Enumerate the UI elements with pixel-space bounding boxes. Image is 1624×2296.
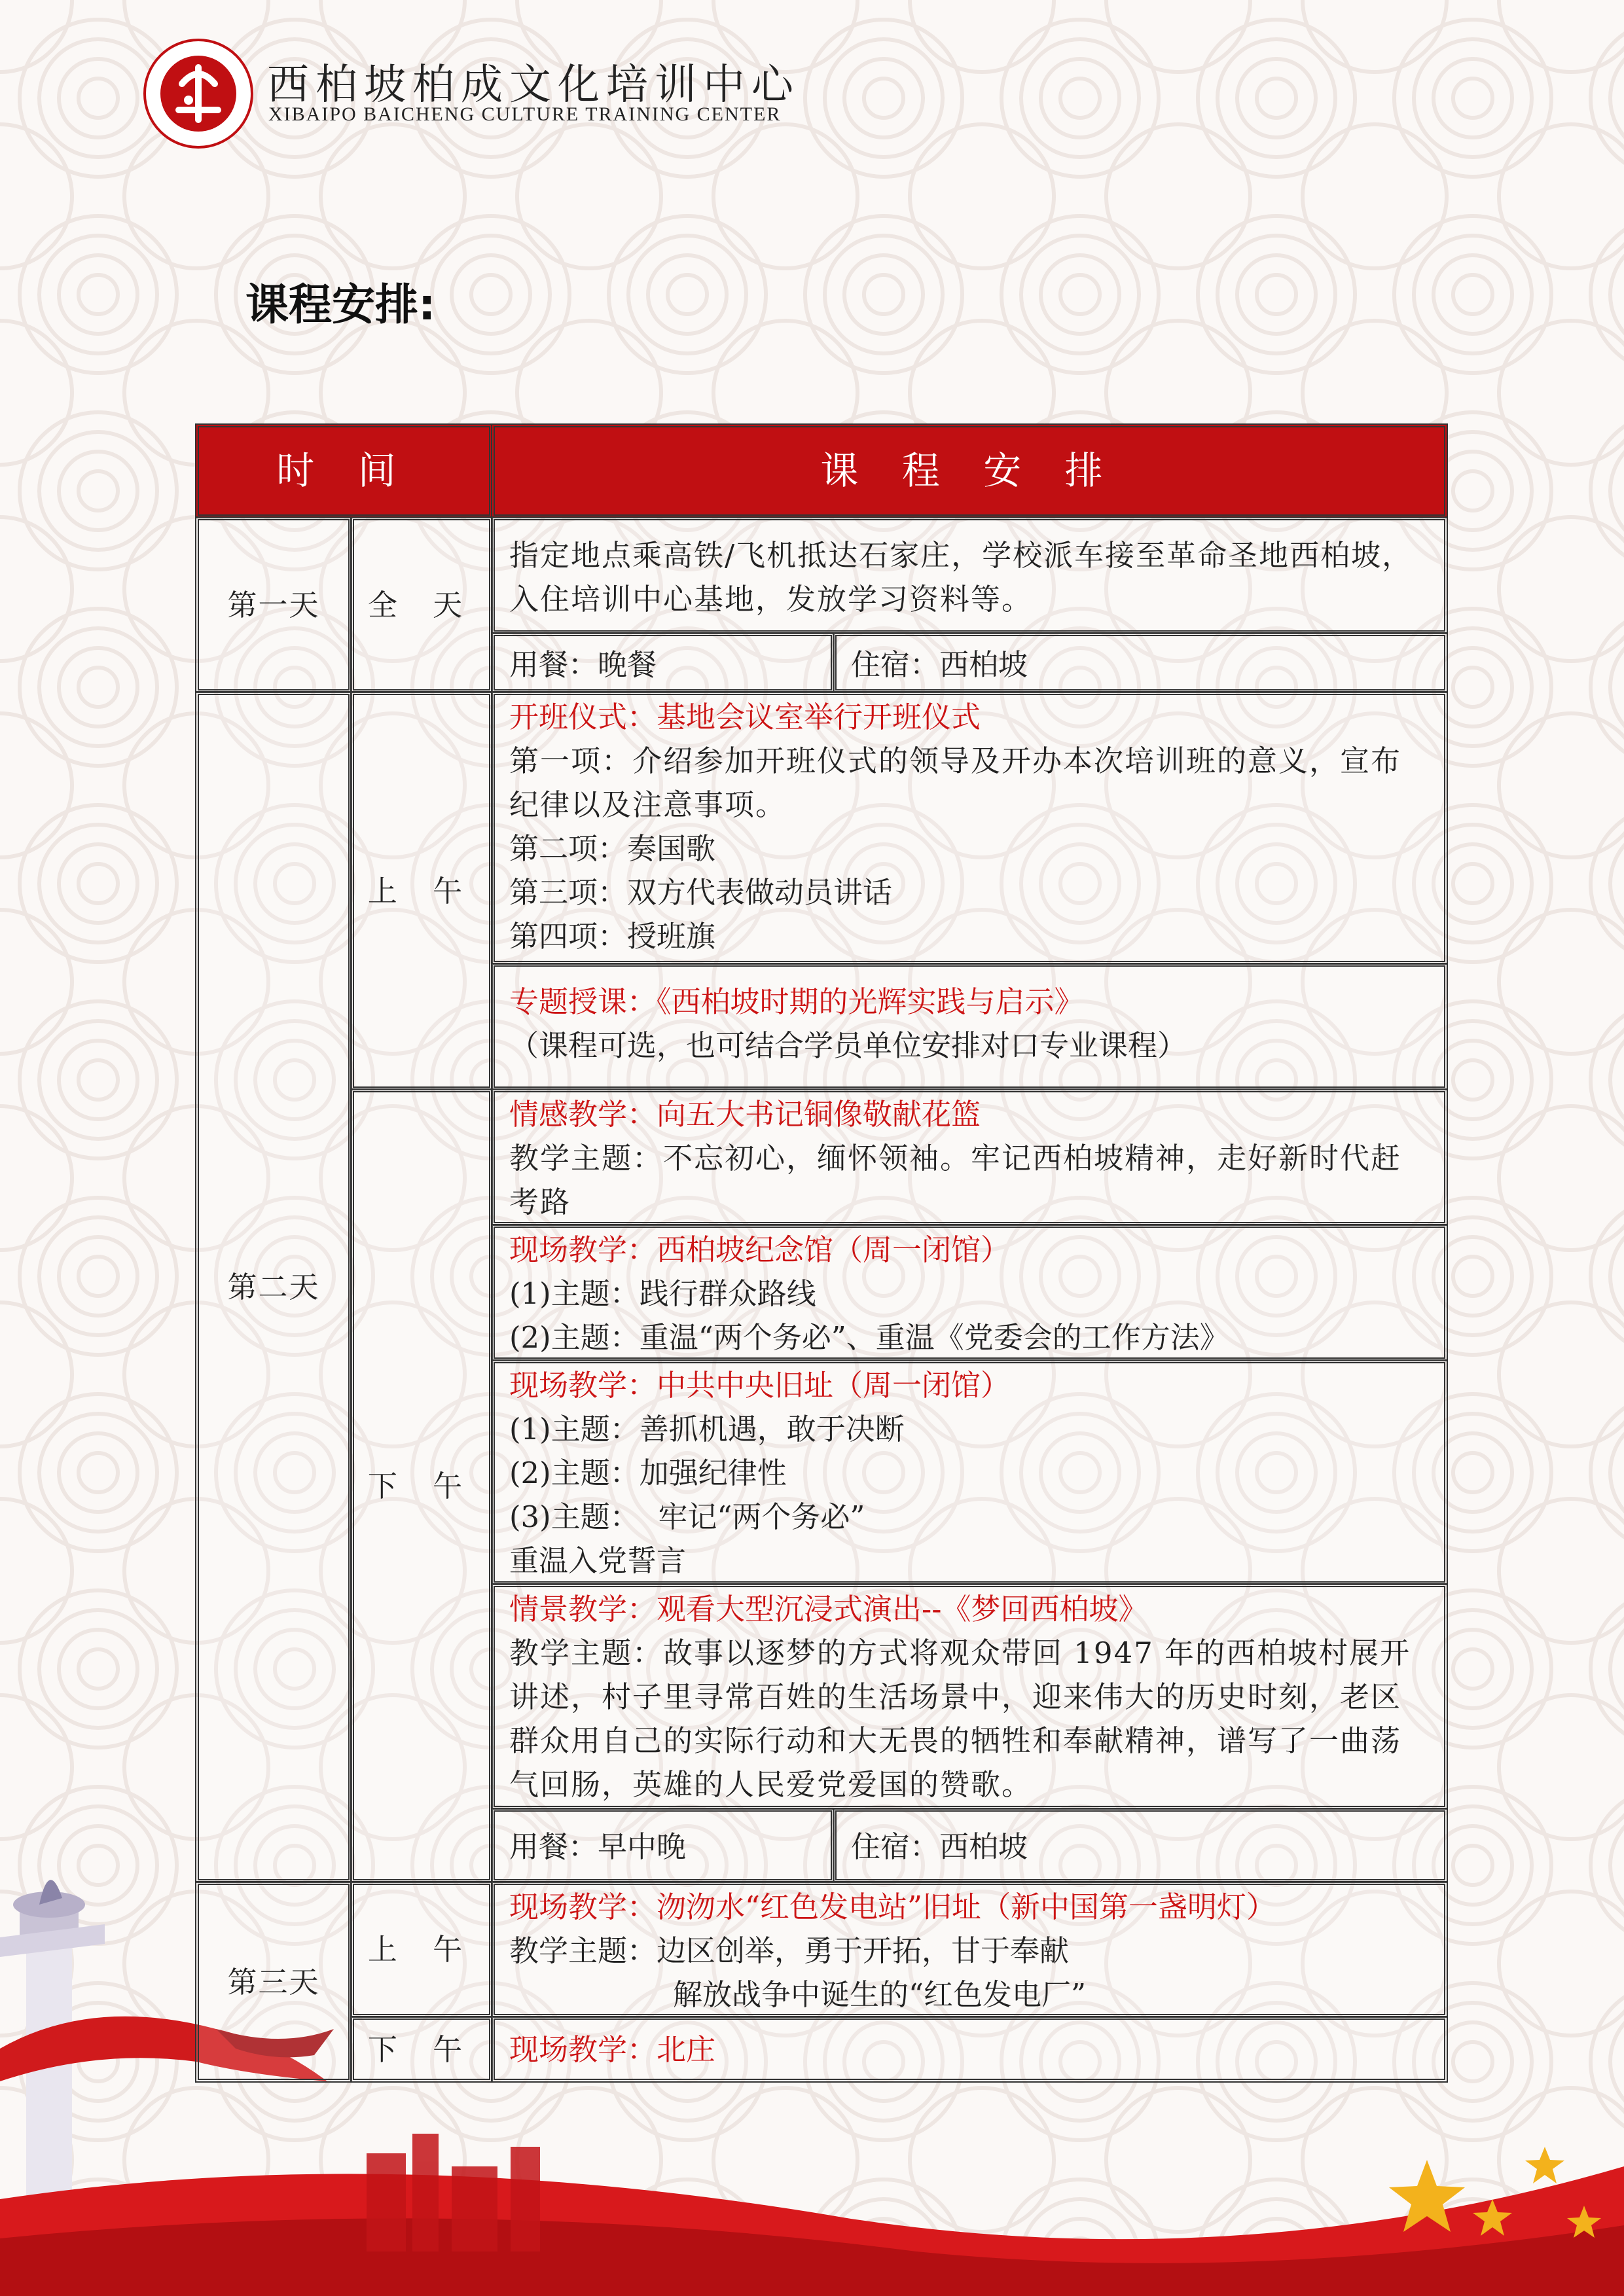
cpc-former-site-title: 现场教学：中共中央旧址（周一闭馆）: [509, 1368, 1011, 1403]
column-header-schedule: 课 程 安 排: [491, 423, 1448, 518]
page-title: 课程安排:: [245, 279, 436, 330]
lecture-title: 专题授课：《西柏坡时期的光辉实践与启示》: [509, 984, 1084, 1019]
lecture-cell: [491, 963, 1448, 1090]
day2-am-label: 上 午: [350, 691, 493, 1090]
day1-content-cell: [491, 516, 1448, 634]
cpc-site-oath: 重温入党誓言: [509, 1543, 687, 1578]
cpc-former-site-cell: [491, 1359, 1448, 1585]
day1-meal: 用餐：晚餐: [491, 632, 835, 693]
performance-theme: 教学主题：故事以逐梦的方式将观众带回 1947 年的西柏坡村展开讲述，村子里寻常百姓的生活场景中，迎来伟大的历史时刻，老区群众用自己的实际行动和大无畏的牺牲和奉献精神，谱写了一曲荡气回肠，英雄的人民爱党爱国的赞歌。: [509, 1636, 1411, 1802]
cpc-site-theme-2: (2)主题：加强纪律性: [509, 1456, 787, 1490]
column-header-time: 时 间: [195, 423, 493, 518]
day2-meal: 用餐：早中晚: [491, 1808, 835, 1883]
power-station-title: 现场教学：沕沕水“红色发电站”旧址（新中国第一盏明灯）: [509, 1890, 1276, 1924]
schedule-table: [195, 423, 1448, 2083]
opening-item-4: 第四项：授班旗: [509, 919, 716, 954]
center-name-english: XIBAIPO BAICHENG CULTURE TRAINING CENTER: [268, 103, 782, 125]
flower-tribute-cell: [491, 1088, 1448, 1226]
center-logo: [143, 38, 254, 149]
footer-red-flag-decoration: [0, 2114, 1624, 2296]
opening-item-2: 第二项：奏国歌: [509, 831, 716, 866]
beizhuang-cell: [491, 2016, 1448, 2083]
day2-stay: 住宿：西柏坡: [833, 1808, 1448, 1883]
opening-item-3: 第三项：双方代表做动员讲话: [509, 875, 893, 910]
day3-label: 第三天: [195, 1881, 352, 2083]
memorial-hall-theme-2: (2)主题：重温“两个务必”、重温《党委会的工作方法》: [509, 1320, 1229, 1355]
beizhuang-title: 现场教学：北庄: [509, 2032, 716, 2067]
performance-cell: [491, 1583, 1448, 1810]
lecture-note: （课程可选，也可结合学员单位安排对口专业课程）: [509, 1028, 1187, 1063]
memorial-hall-cell: [491, 1224, 1448, 1361]
day1-period: 全 天: [350, 516, 493, 693]
power-station-theme: 教学主题：边区创举，勇于开拓，甘于奉献: [509, 1933, 1070, 1968]
opening-ceremony-cell: [491, 691, 1448, 965]
day1-label: 第一天: [195, 516, 352, 693]
flower-tribute-title: 情感教学：向五大书记铜像敬献花篮: [509, 1097, 981, 1132]
power-station-cell: [491, 1881, 1448, 2018]
opening-ceremony-title: 开班仪式：基地会议室举行开班仪式: [509, 700, 981, 734]
day2-label: 第二天: [195, 691, 352, 1883]
memorial-hall-title: 现场教学：西柏坡纪念馆（周一闭馆）: [509, 1232, 1011, 1267]
power-station-subtheme: 解放战争中诞生的“红色发电厂”: [673, 1977, 1087, 2012]
day1-stay: 住宿：西柏坡: [833, 632, 1448, 693]
flower-tribute-theme: 教学主题：不忘初心，缅怀领袖。牢记西柏坡精神，走好新时代赶考路: [509, 1141, 1402, 1219]
cpc-site-theme-3: (3)主题： 牢记“两个务必”: [509, 1499, 865, 1534]
cpc-site-theme-1: (1)主题：善抓机遇，敢于决断: [509, 1412, 905, 1446]
day1-content: 指定地点乘高铁/飞机抵达石家庄，学校派车接至革命圣地西柏坡，入住培训中心基地，发放学习资料等。: [509, 538, 1413, 617]
day2-pm-label: 下 午: [350, 1088, 493, 1883]
performance-title: 情景教学：观看大型沉浸式演出--《梦回西柏坡》: [509, 1592, 1148, 1626]
opening-item-1: 第一项：介绍参加开班仪式的领导及开办本次培训班的意义，宣布纪律以及注意事项。: [509, 744, 1402, 822]
day3-am-label: 上 午: [350, 1881, 493, 2018]
day3-pm-label: 下 午: [350, 2016, 493, 2083]
memorial-hall-theme-1: (1)主题：践行群众路线: [509, 1276, 816, 1311]
center-name-chinese: 西柏坡柏成文化培训中心: [267, 61, 800, 109]
